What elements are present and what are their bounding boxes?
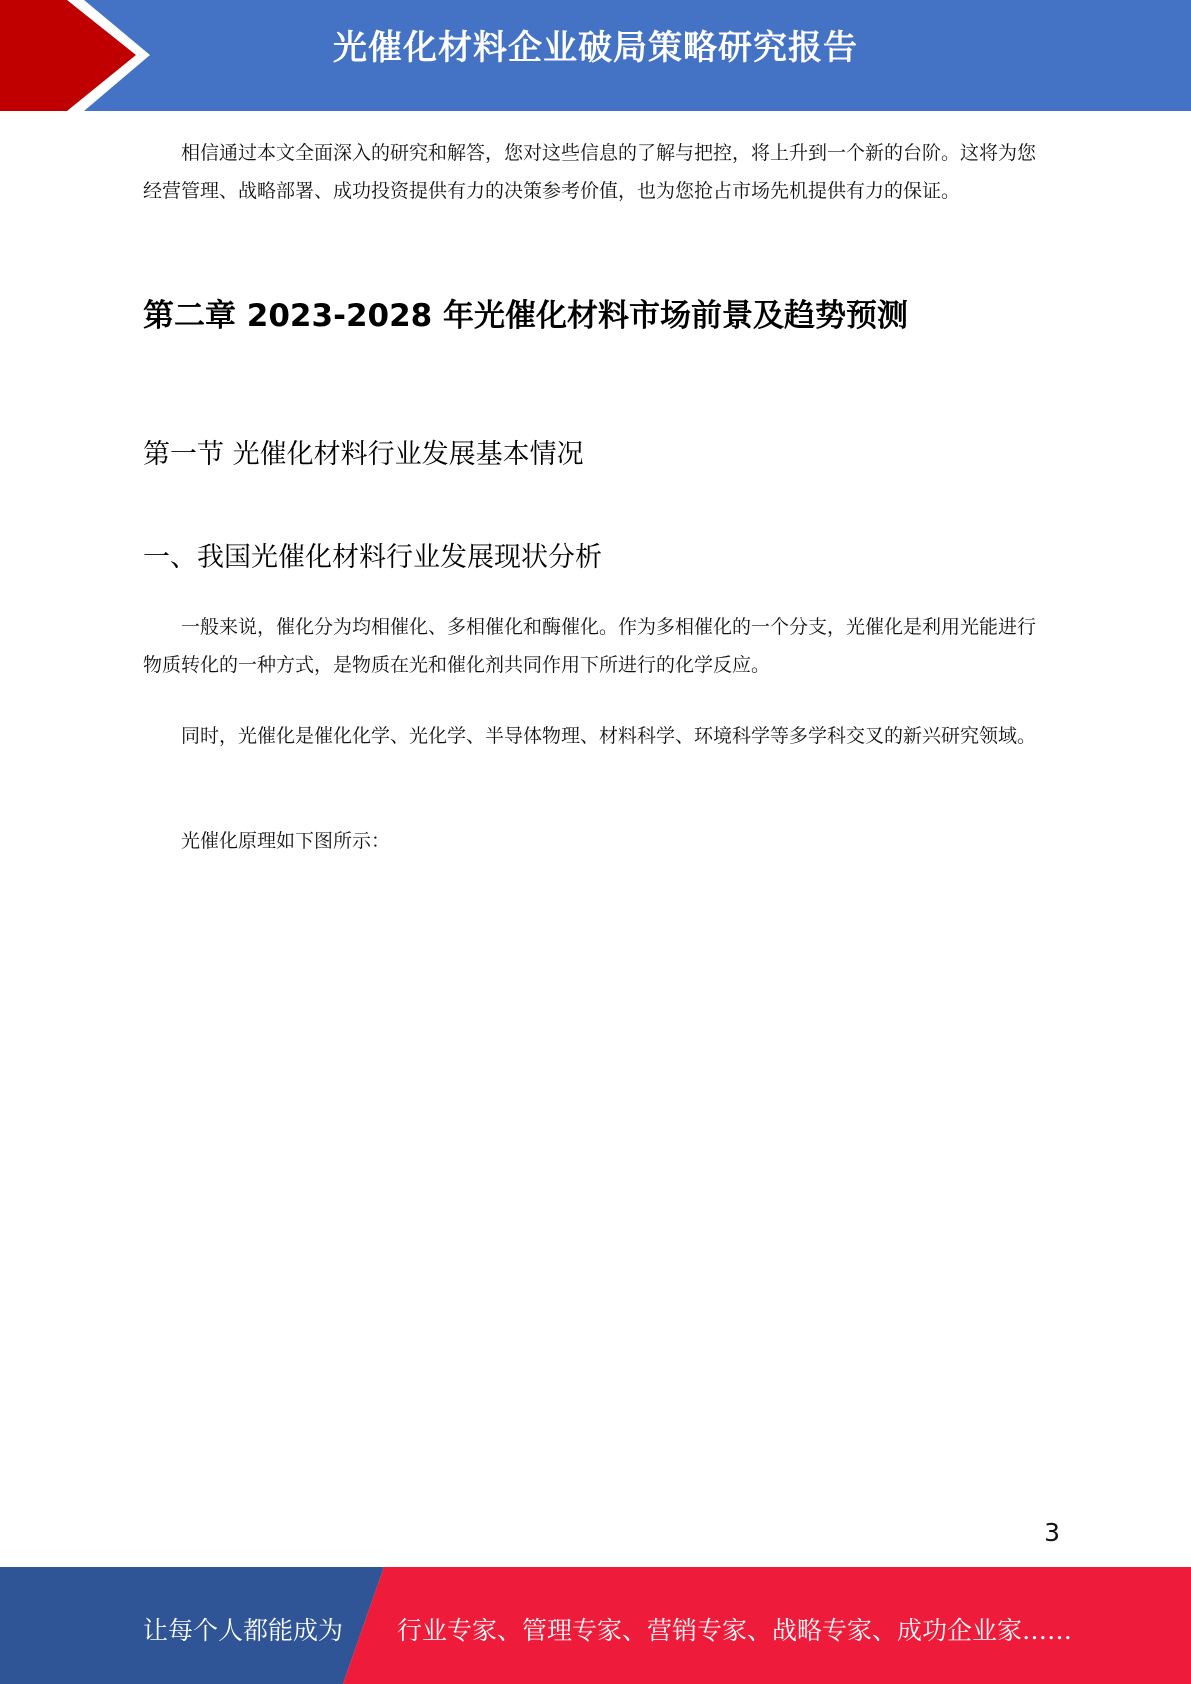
body-paragraph-2 [143,718,1045,756]
paragraph-interdisciplinary: 同时，光催化是催化化学、光化学、半导体物理、材料科学、环境科学等多学科交叉的新兴研究领域。 [181,725,1037,747]
page-number: 3 [1044,1518,1060,1547]
paragraph-catalysis-types: 一般来说，催化分为均相催化、多相催化和酶催化。作为多相催化的一个分支，光催化是利用光能进行物质转化的一种方式，是物质在光和催化剂共同作用下所进行的化学反应。 [143,616,1037,676]
page-footer-banner [0,1567,1191,1684]
page-header-banner [0,0,1191,111]
paragraph-figure-intro: 光催化原理如下图所示： [181,830,391,852]
chapter-title: 第二章 2023-2028 年光催化材料市场前景及趋势预测 [143,298,909,334]
intro-paragraph: 相信通过本文全面深入的研究和解答，您对这些信息的了解与把控，将上升到一个新的台阶。这将为您经营管理、战略部署、成功投资提供有力的决策参考价值，也为您抢占市场先机提供有力的保证。 [143,142,1037,202]
subsection-title: 一、我国光催化材料行业发展现状分析 [143,542,602,573]
footer-slogan-right: 行业专家、管理专家、营销专家、战略专家、成功企业家…… [397,1616,1073,1645]
report-title: 光催化材料企业破局策略研究报告 [333,28,858,68]
body-paragraph-3 [143,823,1045,861]
intro-block [143,135,1045,210]
footer-slogan-left: 让每个人都能成为 [143,1616,344,1645]
body-paragraph-1 [143,609,1045,684]
section-title: 第一节 光催化材料行业发展基本情况 [143,439,584,470]
